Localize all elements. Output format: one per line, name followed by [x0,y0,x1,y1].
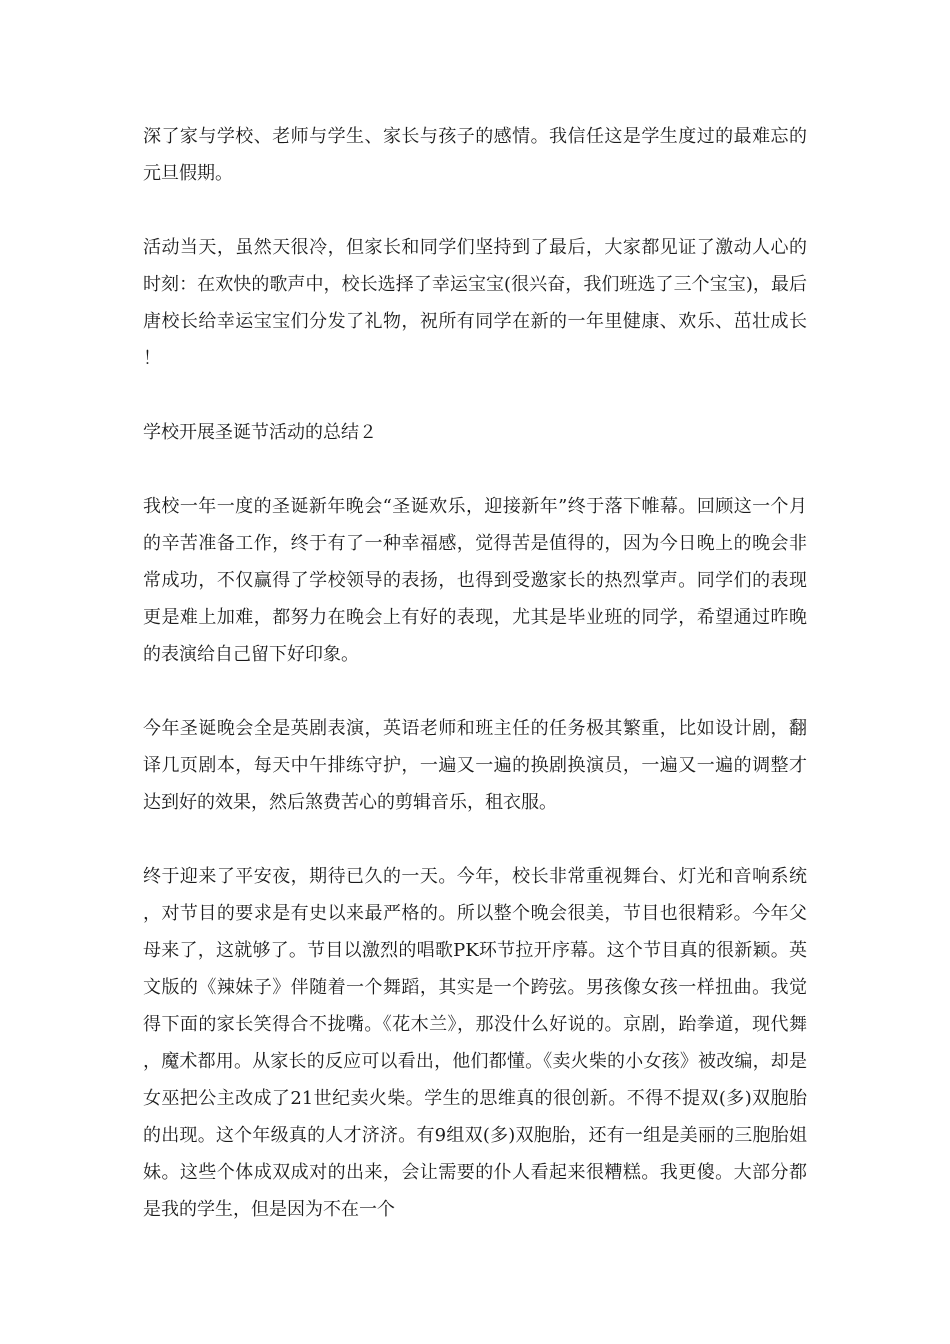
paragraph-1: 深了家与学校、老师与学生、家长与孩子的感情。我信任这是学生度过的最难忘的元旦假期。 [143,126,807,184]
document-body [143,118,807,1265]
paragraph-2: 活动当天，虽然天很冷，但家长和同学们坚持到了最后，大家都见证了激动人心的时刻：在欢快的歌声中，校长选择了幸运宝宝(很兴奋，我们班选了三个宝宝)，最后唐校长给幸运宝宝们分发了礼物，祝所有同学在新的一年里健康、欢乐、茁壮成长！ [143,237,807,369]
paragraph-4: 今年圣诞晚会全是英剧表演，英语老师和班主任的任务极其繁重，比如设计剧，翻译几页剧本，每天中午排练守护，一遍又一遍的换剧换演员，一遍又一遍的调整才达到好的效果，然后煞费苦心的剪辑音乐，租衣服。 [143,718,807,813]
paragraph-5: 终于迎来了平安夜，期待已久的一天。今年，校长非常重视舞台、灯光和音响系统，对节目的要求是有史以来最严格的。所以整个晚会很美，节目也很精彩。今年父母来了，这就够了。节目以激烈的唱歌PK环节拉开序幕。这个节目真的很新颖。英文版的《辣妹子》伴随着一个舞蹈，其实是一个跨弦。男孩像女孩一样扭曲。我觉得下面的家长笑得合不拢嘴。《花木兰》，那没什么好说的。京剧，跆拳道，现代舞，魔术都用。从家长的反应可以看出，他们都懂。《卖火柴的小女孩》被改编，却是女巫把公主改成了21世纪卖火柴。学生的思维真的很创新。不得不提双(多)双胞胎的出现。这个年级真的人才济济。有9组双(多)双胞胎，还有一组是美丽的三胞胎姐妹。这些个体成双成对的出来，会让需要的仆人看起来很糟糕。我更傻。大部分都是我的学生，但是因为不在一个 [143,866,807,1220]
section-heading: 学校开展圣诞节活动的总结２ [143,422,377,443]
paragraph-3: 我校一年一度的圣诞新年晚会“圣诞欢乐，迎接新年”终于落下帷幕。回顾这一个月的辛苦准备工作，终于有了一种幸福感，觉得苦是值得的，因为今日晚上的晚会非常成功，不仅赢得了学校领导的表扬，也得到受邀家长的热烈掌声。同学们的表现更是难上加难，都努力在晚会上有好的表现，尤其是毕业班的同学，希望通过昨晚的表演给自己留下好印象。 [143,496,807,665]
